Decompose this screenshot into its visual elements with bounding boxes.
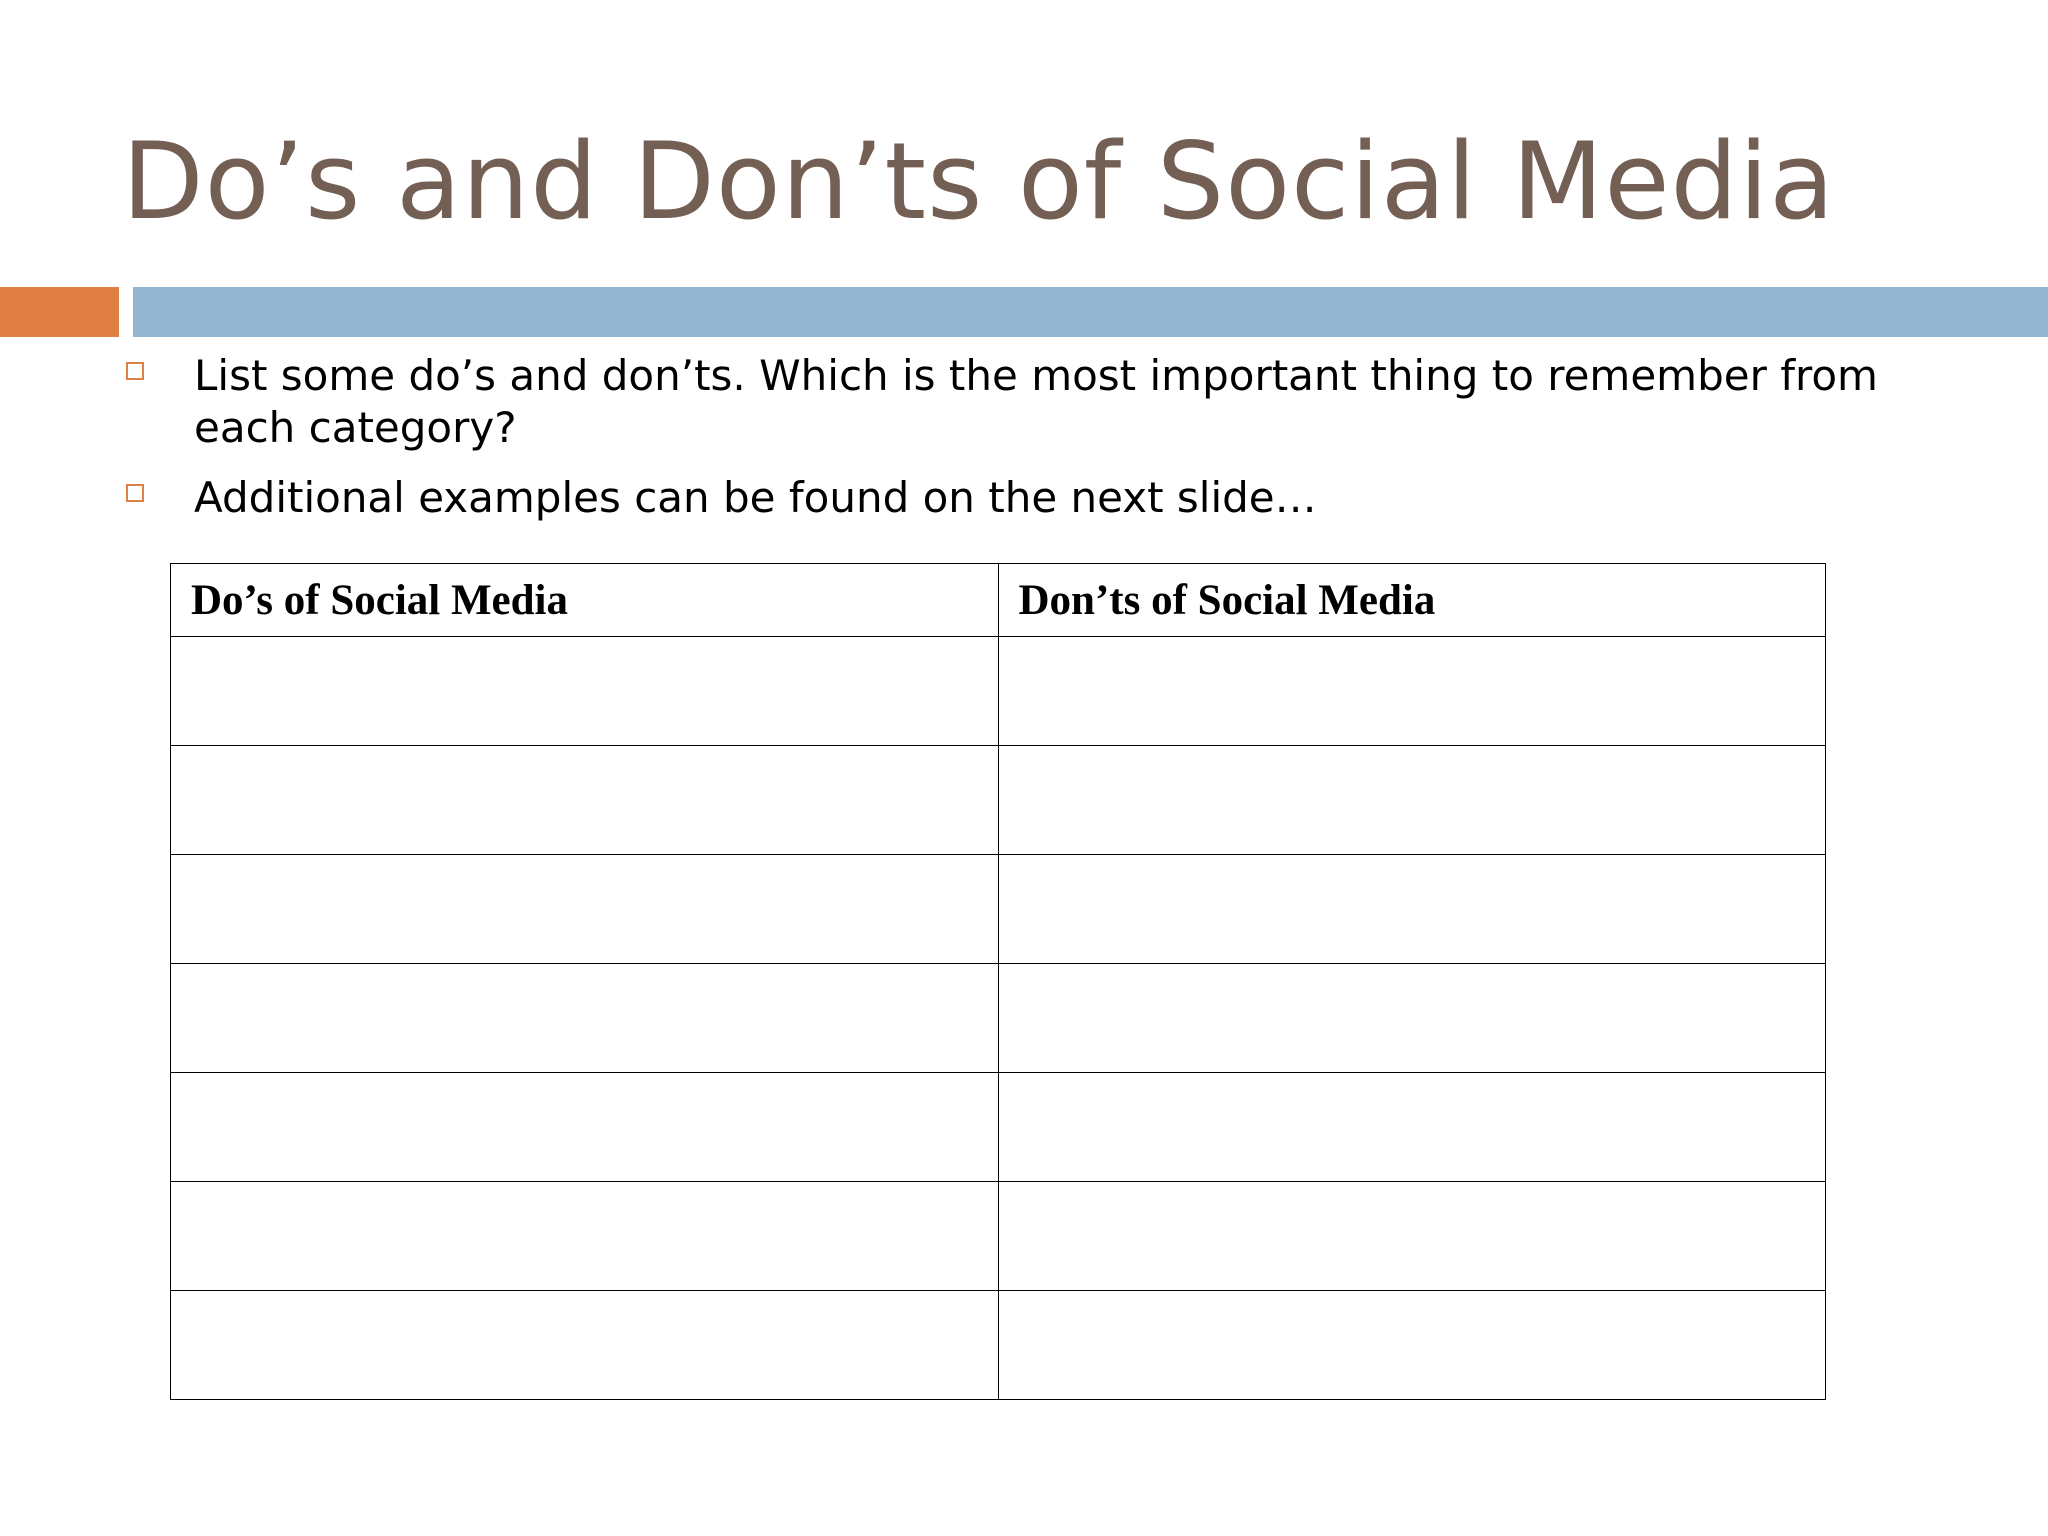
bullet-text: List some do’s and don’ts. Which is the most important thing to remember from each category? [194,351,1878,452]
dos-donts-table [170,563,1826,1400]
slide-title: Do’s and Don’ts of Social Media [122,120,1836,243]
dos-cell[interactable] [171,1182,999,1291]
square-outline-icon [126,362,144,380]
dos-cell[interactable] [171,637,999,746]
donts-cell[interactable] [998,1182,1826,1291]
donts-cell[interactable] [998,855,1826,964]
donts-cell[interactable] [998,637,1826,746]
table-row [171,1182,1826,1291]
donts-cell[interactable] [998,1073,1826,1182]
donts-cell[interactable] [998,1291,1826,1400]
bullet-list [120,350,1900,542]
table-header-row [171,564,1826,637]
donts-column-header: Don’ts of Social Media [998,564,1826,637]
table-row [171,1073,1826,1182]
bullet-item [120,472,1900,524]
table-row [171,1291,1826,1400]
bullet-item [120,350,1900,454]
table-row [171,964,1826,1073]
table-row [171,637,1826,746]
table-row [171,746,1826,855]
table-row [171,855,1826,964]
accent-bar-orange [0,287,119,337]
dos-cell[interactable] [171,1291,999,1400]
dos-cell[interactable] [171,1073,999,1182]
dos-column-header: Do’s of Social Media [171,564,999,637]
donts-cell[interactable] [998,964,1826,1073]
square-outline-icon [126,484,144,502]
dos-cell[interactable] [171,746,999,855]
dos-cell[interactable] [171,964,999,1073]
dos-cell[interactable] [171,855,999,964]
accent-bar-blue [133,287,2048,337]
bullet-text: Additional examples can be found on the next slide… [194,473,1317,522]
donts-cell[interactable] [998,746,1826,855]
